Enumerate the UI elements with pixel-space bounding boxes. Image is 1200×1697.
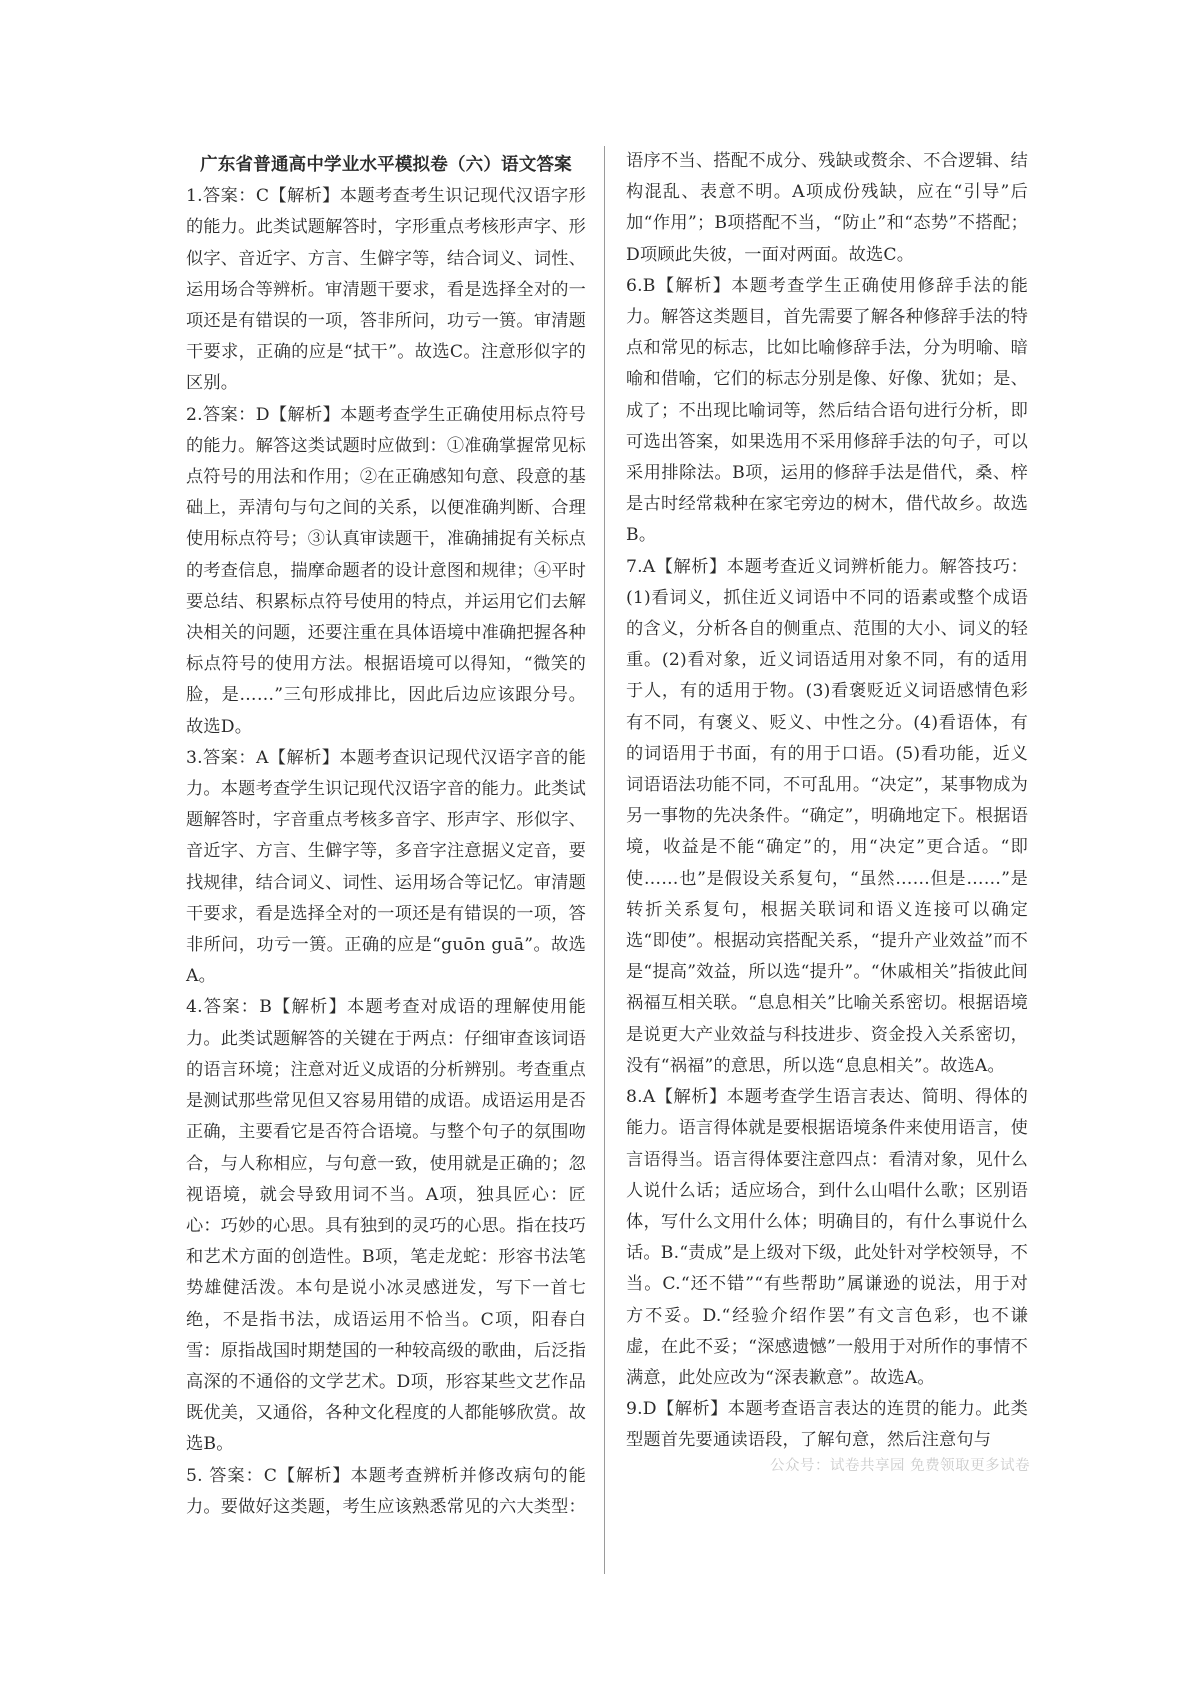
answer-item: 语序不当、搭配不成分、残缺或赘余、不合逻辑、结构混乱、表意不明。A项成份残缺，应在“引导”后加“作用”；B项搭配不当，“防止”和“态势”不搭配；D项顾此失彼，一面对两面。故选C。 (626, 151, 1028, 265)
watermark-text: 公众号：试卷共享园 免费领取更多试卷 (770, 1458, 1031, 1474)
answer-item: 7.A【解析】本题考查近义词辨析能力。解答技巧：(1)看词义，抓住近义词语中不同的语素或整个成语的含义，分析各自的侧重点、范围的大小、词义的轻重。(2)看对象，近义词语适用对象不同，有的适用于人，有的适用于物。(3)看褒贬近义词语感情色彩有不同，有褒义、贬义、中性之分。(4)看语体，有的词语用于书面，有的用于口语。(5)看功能，近义词语语法功能不同，不可乱用。“决定”，某事物成为另一事物的先决条件。“确定”，明确地定下。根据语境，收益是不能“确定”的，用“决定”更合适。“即使……也”是假设关系复句，“虽然……但是……”是转折关系复句，根据关联词和语义连接可以确定选“即使”。根据动宾搭配关系，“提升产业效益”而不是“提高”效益，所以选“提升”。“休戚相关”指彼此间祸福互相关联。“息息相关”比喻关系密切。根据语境是说更大产业效益与科技进步、资金投入关系密切，没有“祸福”的意思，所以选“息息相关”。故选A。 (626, 556, 1028, 1076)
left-column (186, 150, 586, 1523)
answer-item: 4.答案：B【解析】本题考查对成语的理解使用能力。此类试题解答的关键在于两点：仔细审查该词语的语言环境；注意对近义成语的分析辨别。考查重点是测试那些常见但又容易用错的成语。成语运用是否正确，主要看它是否符合语境。与整个句子的氛围吻合，与人称相应，与句意一致，使用就是正确的；忽视语境，就会导致用词不当。A项，独具匠心：匠心：巧妙的心思。具有独到的灵巧的心思。指在技巧和艺术方面的创造性。B项，笔走龙蛇：形容书法笔势雄健活泼。本句是说小冰灵感迸发，写下一首七绝，不是指书法，成语运用不恰当。C项，阳春白雪：原指战国时期楚国的一种较高级的歌曲，后泛指高深的不通俗的文学艺术。D项，形容某些文艺作品既优美，又通俗，各种文化程度的人都能够欣赏。故选B。 (186, 997, 586, 1455)
answer-item: 5. 答案：C【解析】本题考查辨析并修改病句的能力。要做好这类题，考生应该熟悉常见的六大类型： (186, 1465, 586, 1517)
right-column (626, 146, 1028, 1457)
answer-item: 8.A【解析】本题考查学生语言表达、简明、得体的能力。语言得体就是要根据语境条件来使用语言，使言语得当。语言得体要注意四点：看清对象，见什么人说什么话；适应场合，到什么山唱什么歌；区别语体，写什么文用什么体；明确目的，有什么事说什么话。B.“责成”是上级对下级，此处针对学校领导，不当。C.“还不错”“有些帮助”属谦逊的说法，用于对方不妥。D.“经验介绍作罢”有文言色彩，也不谦虚，在此不妥；“深感遗憾”一般用于对所作的事情不满意，此处应改为“深表歉意”。故选A。 (626, 1087, 1028, 1388)
column-divider (604, 146, 605, 1574)
answer-item: 2.答案：D【解析】本题考查学生正确使用标点符号的能力。解答这类试题时应做到：①准确掌握常见标点符号的用法和作用；②在正确感知句意、段意的基础上，弄清句与句之间的关系，以便准确判断、合理使用标点符号；③认真审读题干，准确捕捉有关标点的考查信息，揣摩命题者的设计意图和规律；④平时要总结、积累标点符号使用的特点，并运用它们去解决相关的问题，还要注重在具体语境中准确把握各种标点符号的使用方法。根据语境可以得知，“微笑的脸，是……”三句形成排比，因此后边应该跟分号。故选D。 (186, 404, 586, 737)
answer-item: 6.B【解析】本题考查学生正确使用修辞手法的能力。解答这类题目，首先需要了解各种修辞手法的特点和常见的标志，比如比喻修辞手法，分为明喻、暗喻和借喻，它们的标志分别是像、好像、犹如；是、成了；不出现比喻词等，然后结合语句进行分析，即可选出答案，如果选用不采用修辞手法的句子，可以采用排除法。B项，运用的修辞手法是借代，桑、梓是古时经常栽种在家宅旁边的树木，借代故乡。故选B。 (626, 275, 1028, 546)
answer-item: 3.答案：A【解析】本题考查识记现代汉语字音的能力。本题考查学生识记现代汉语字音的能力。此类试题解答时，字音重点考核多音字、形声字、形似字、音近字、方言、生僻字等，多音字注意据义定音，要找规律，结合词义、词性、运用场合等记忆。审清题干要求，看是选择全对的一项还是有错误的一项，答非所问，功亏一篑。正确的应是“guōn guā”。故选A。 (186, 747, 586, 987)
document-title: 广东省普通高中学业水平模拟卷（六）语文答案 (200, 155, 572, 175)
answer-item: 9.D【解析】本题考查语言表达的连贯的能力。此类型题首先要通读语段，了解句意，然后注意句与 (626, 1399, 1028, 1451)
answer-item: 1.答案：C【解析】本题考查考生识记现代汉语字形的能力。此类试题解答时，字形重点考核形声字、形似字、音近字、方言、生僻字等，结合词义、词性、运用场合等辨析。审清题干要求，看是选择全对的一项还是有错误的一项，答非所问，功亏一篑。审清题干要求，正确的应是“拭干”。故选C。注意形似字的区别。 (186, 186, 586, 394)
